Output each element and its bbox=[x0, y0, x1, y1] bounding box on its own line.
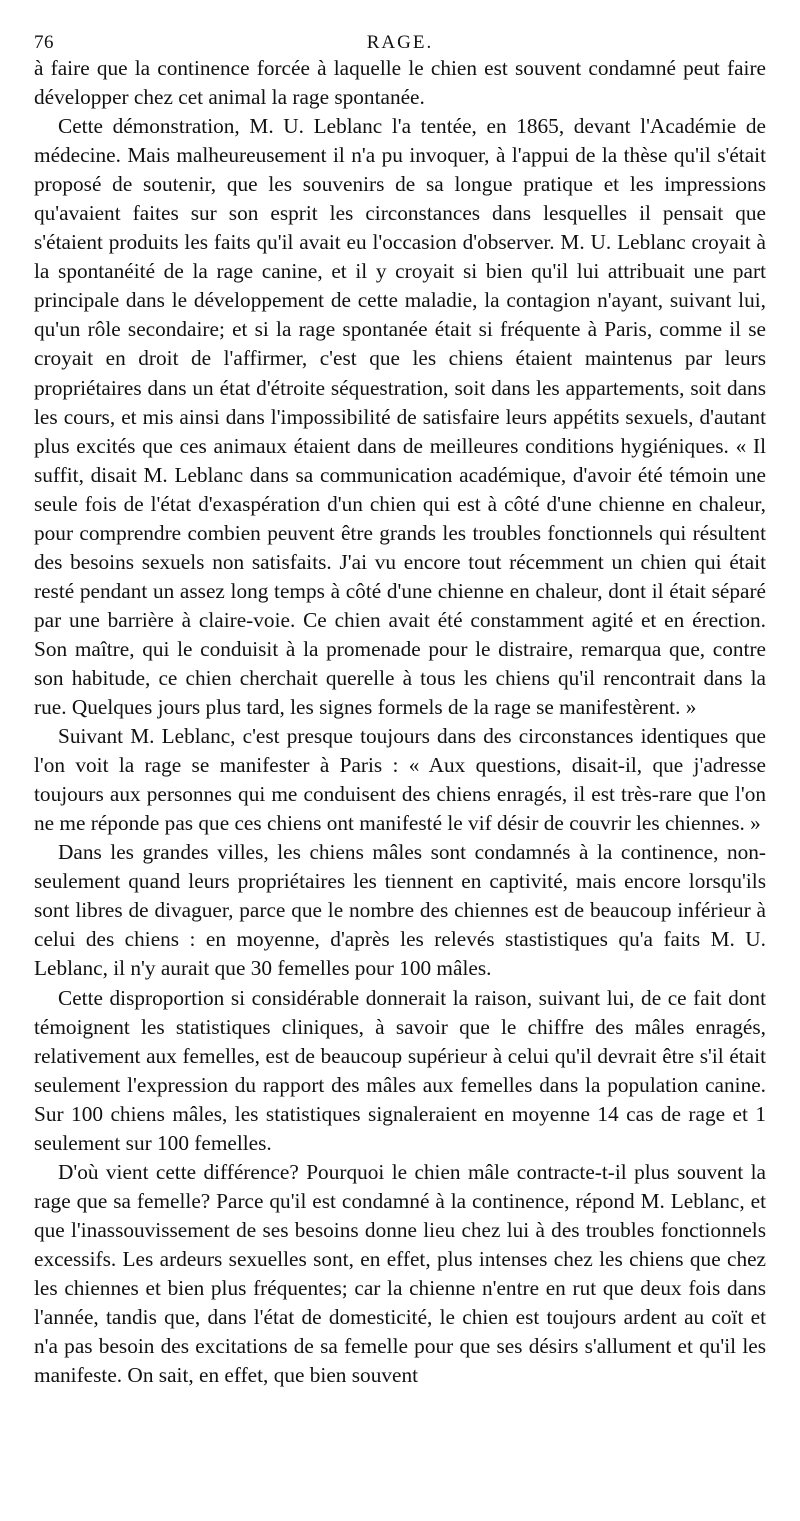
paragraph-continuation: à faire que la continence forcée à laquelle le chien est souvent condamné peut faire développer chez cet animal la rage spontanée. bbox=[34, 56, 766, 110]
running-title: RAGE. bbox=[366, 32, 434, 53]
paragraph-paris-circumstances: Suivant M. Leblanc, c'est presque toujours dans des circonstances identiques que l'on voit la rage se manifester à Paris : « Aux questions, disait-il, que j'adresse toujours aux personnes qui me conduisent des chiens enragés, il est très-rare que l'on ne me réponde pas que ces chiens ont manifesté le vif désir de couvrir les chiennes. » bbox=[34, 724, 766, 836]
paragraph-big-cities: Dans les grandes villes, les chiens mâles sont condamnés à la continence, non-seulement quand leurs propriétaires les tiennent en captivité, mais encore lorsqu'ils sont libres de divaguer, parce que le nombre des chiennes est de beaucoup inférieur à celui des chiens : en moyenne, d'après les relevés stastistiques qu'a faits M. U. Leblanc, il n'y aurait que 30 femelles pour 100 mâles. bbox=[34, 840, 766, 981]
running-head bbox=[34, 24, 766, 54]
paragraph-leblanc-demonstration: Cette démonstration, M. U. Leblanc l'a tentée, en 1865, devant l'Académie de médecine. Mais malheureusement il n'a pu invoquer, à l'appui de la thèse qu'il s'était proposé de soutenir, que les souvenirs de sa longue pratique et les impressions qu'avaient faites sur son esprit les circonstances dans lesquelles il pensait que s'étaient produits les faits qu'il avait eu l'occasion d'observer. M. U. Leblanc croyait à la spontanéité de la rage canine, et il y croyait si bien qu'il lui attribuait une part principale dans le développement de cette maladie, la contagion n'ayant, suivant lui, qu'un rôle secondaire; et si la rage spontanée était si fréquente à Paris, comme il se croyait en droit de l'affirmer, c'est que les chiens étaient maintenus par leurs propriétaires dans un état d'étroite séquestration, soit dans les appartements, soit dans les cours, et mis ainsi dans l'impossibilité de satisfaire leurs appétits sexuels, d'autant plus excités que ces animaux étaient dans de meilleures conditions hygiéniques. « Il suffit, disait M. Leblanc dans sa communication académique, d'avoir été témoin une seule fois de l'état d'exaspération d'un chien qui est à côté d'une chienne en chaleur, pour comprendre combien peuvent être grands les troubles fonctionnels qui résultent des besoins sexuels non satisfaits. J'ai vu encore tout récemment un chien qui était resté pendant un assez long temps à côté d'une chienne en chaleur, dont il était séparé par une barrière à claire-voie. Ce chien avait été constamment agité et en érection. Son maître, qui le conduisit à la promenade pour le distraire, remarqua que, contre son habitude, ce chien cherchait querelle à tous les chiens qu'il rencontrait dans la rue. Quelques jours plus tard, les signes formels de la rage se manifestèrent. » bbox=[34, 114, 766, 720]
page-number: 76 bbox=[34, 32, 54, 53]
paragraph-male-dog-question: D'où vient cette différence? Pourquoi le chien mâle contracte-t-il plus souvent la rage que sa femelle? Parce qu'il est condamné à la continence, répond M. Leblanc, et que l'inassouvissement de ses besoins donne lieu chez lui à des troubles fonctionnels excessifs. Les ardeurs sexuelles sont, en effet, plus intenses chez les chiens que chez les chiennes et bien plus fréquentes; car la chienne n'entre en rut que deux fois dans l'année, tandis que, dans l'état de domesticité, le chien est toujours ardent au coït et n'a pas besoin des excitations de sa femelle pour que ses désirs s'allument et qu'il les manifeste. On sait, en effet, que bien souvent bbox=[34, 1159, 766, 1388]
paragraph-disproportion: Cette disproportion si considérable donnerait la raison, suivant lui, de ce fait dont témoignent les statistiques cliniques, à savoir que le chiffre des mâles enragés, relativement aux femelles, est de beaucoup supérieur à celui qu'il devrait être s'il était seulement l'expression du rapport des mâles aux femelles dans la population canine. Sur 100 chiens mâles, les statistiques signaleraient en moyenne 14 cas de rage et 1 seulement sur 100 femelles. bbox=[34, 985, 766, 1155]
book-page bbox=[34, 24, 766, 1390]
body-text bbox=[34, 54, 766, 1390]
